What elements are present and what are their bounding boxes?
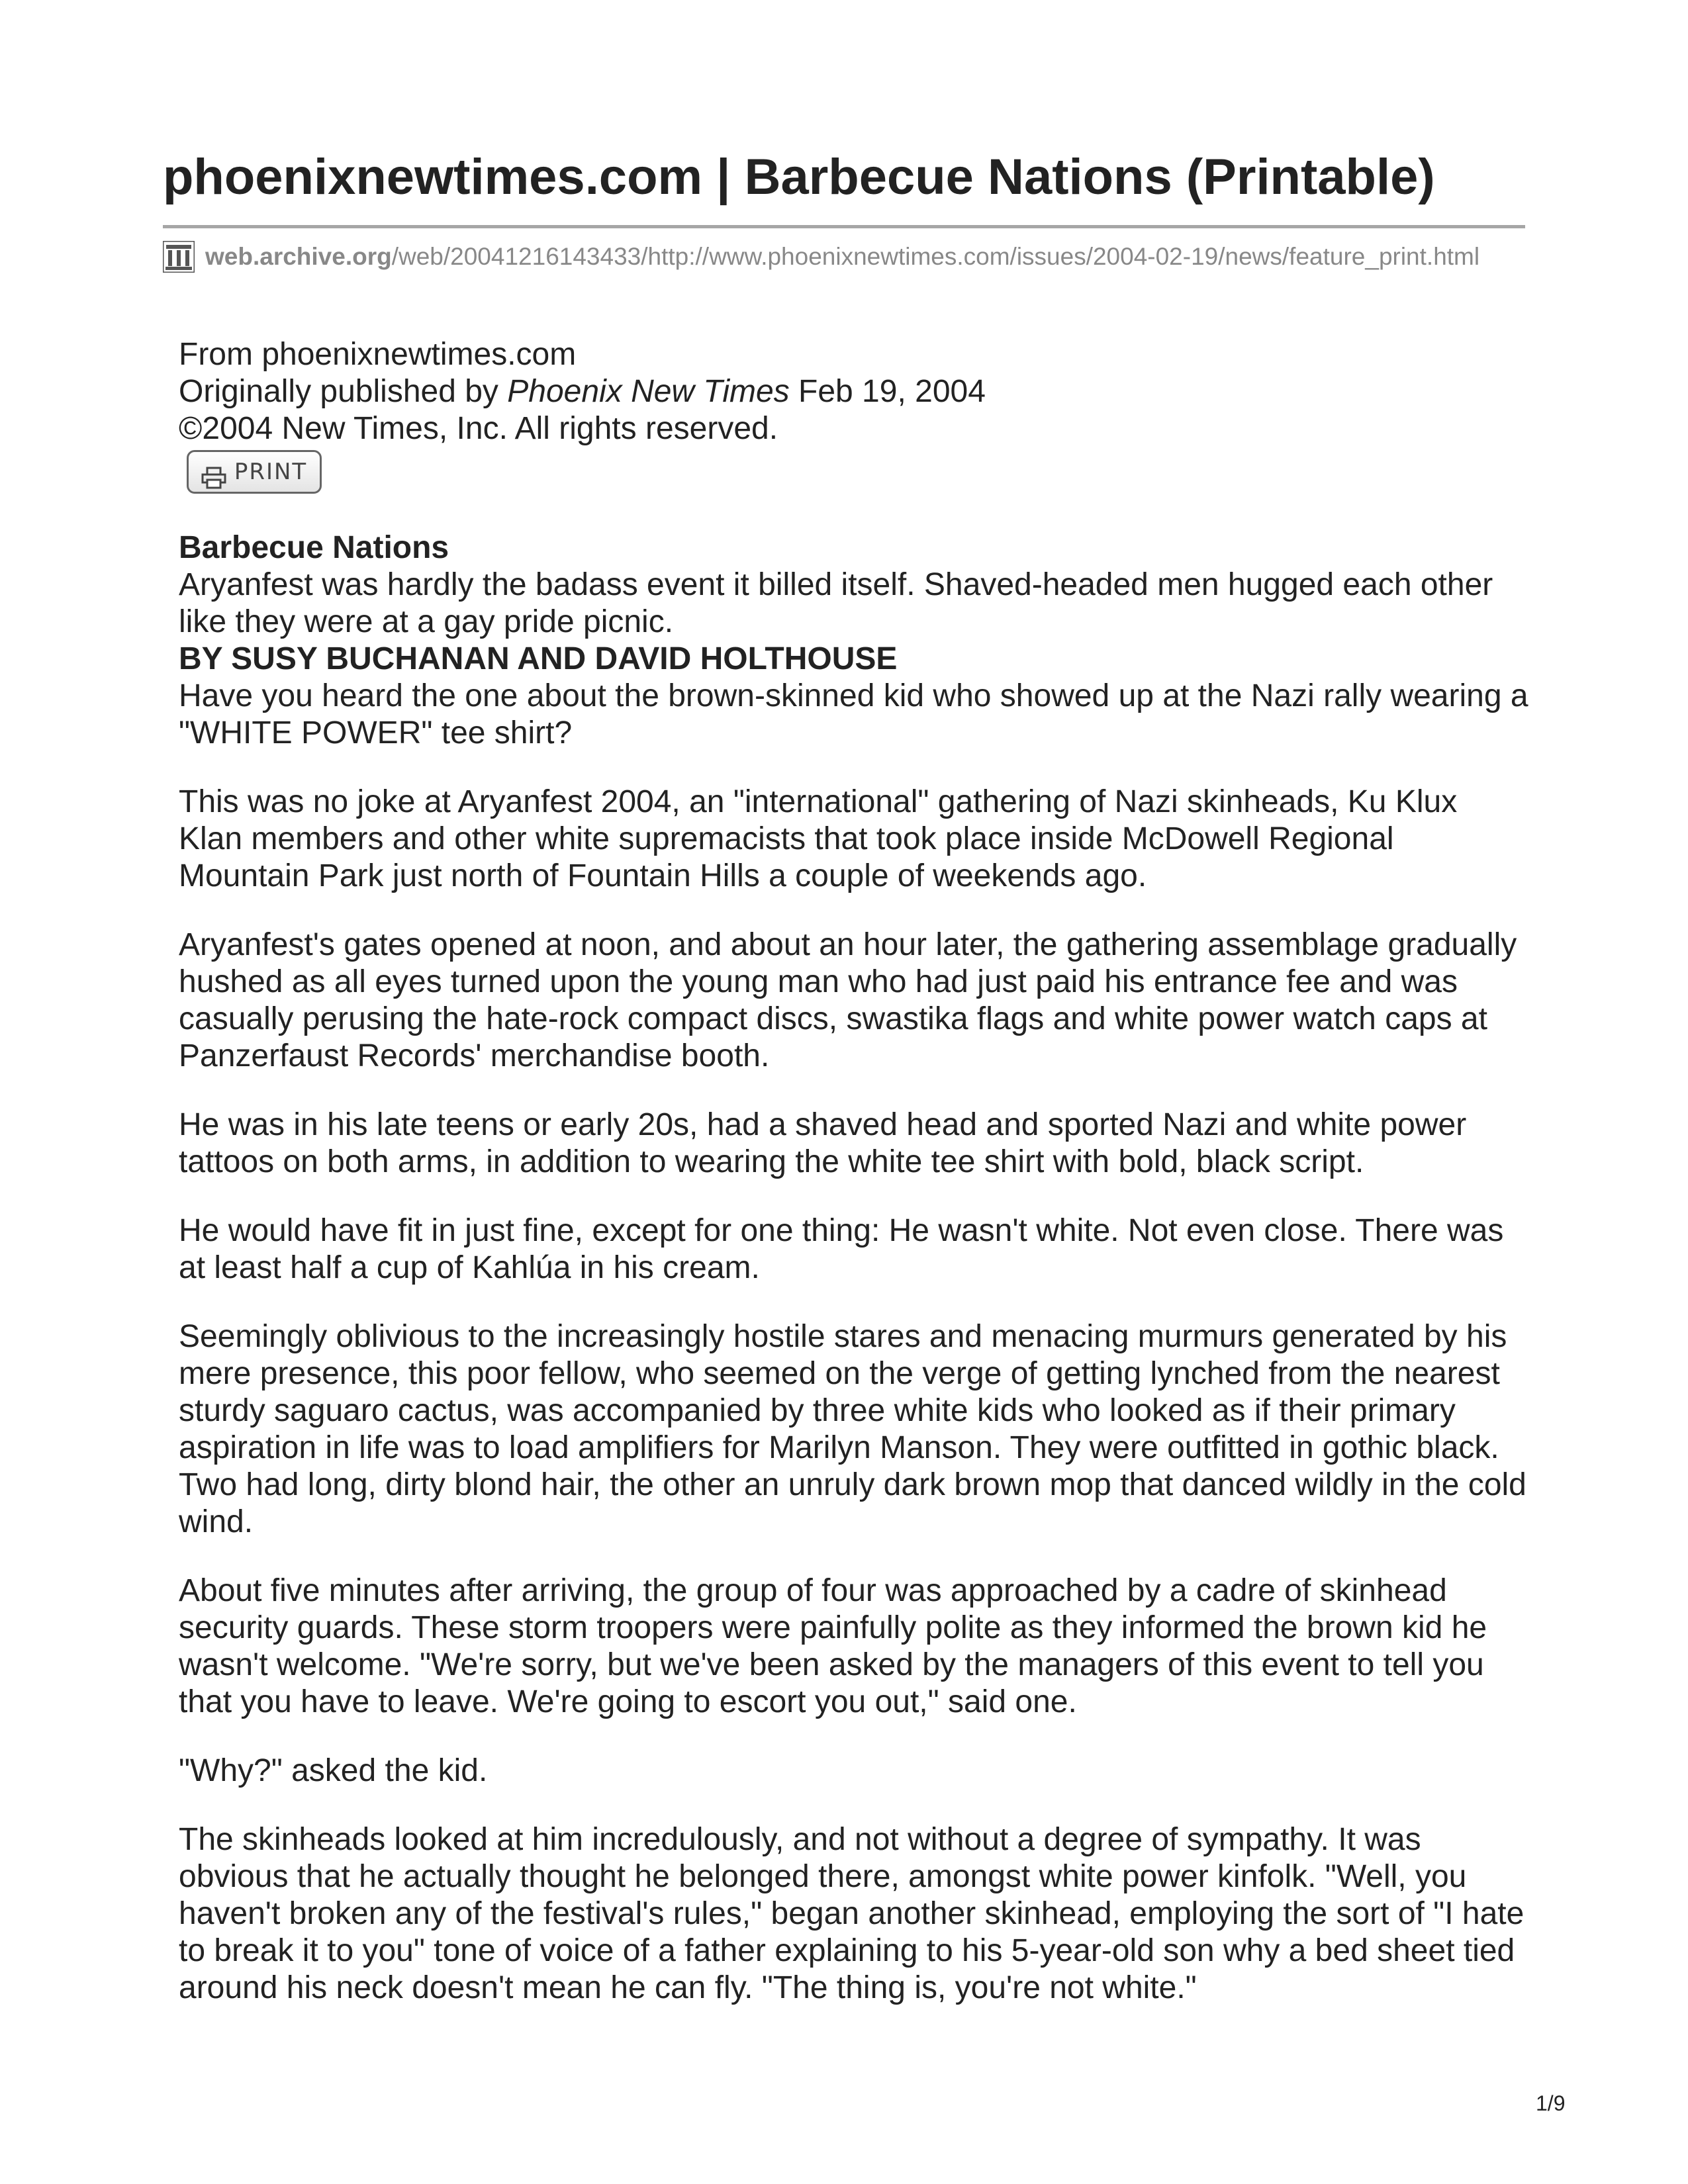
article-paragraph: Have you heard the one about the brown-skinned kid who showed up at the Nazi rally wearing a "WHITE POWER" tee shirt? [179,678,1528,751]
source-url-domain[interactable]: web.archive.org [205,243,392,270]
article-paragraph: Aryanfest's gates opened at noon, and about an hour later, the gathering assemblage gradually hushed as all eyes turned upon the young man who had just paid his entrance fee and was casually perusing the hate-rock compact discs, swastika flags and white power watch caps at Panzerfaust Records' merchandise booth. [179,927,1517,1073]
print-button-label: PRINT [234,459,308,485]
article-paragraph: He would have fit in just fine, except for one thing: He wasn't white. Not even close. There was at least half a cup of Kahlúa in his cream. [179,1213,1504,1285]
source-url[interactable] [205,243,1479,271]
source-url-row [163,238,1479,275]
published-prefix: Originally published by [179,374,508,409]
source-url-path[interactable]: /web/20041216143433/http://www.phoenixnewtimes.com/issues/2004-02-19/news/feature_print.html [391,243,1480,270]
article-paragraph: This was no joke at Aryanfest 2004, an "international" gathering of Nazi skinheads, Ku Klux Klan members and other white supremacists that took place inside McDowell Regional Mountain Park just north of Fountain Hills a couple of weekends ago. [179,784,1458,893]
from-line: From phoenixnewtimes.com [179,337,577,372]
page-title: phoenixnewtimes.com | Barbecue Nations (Printable) [163,149,1435,205]
article-paragraph: Seemingly oblivious to the increasingly hostile stares and menacing murmurs generated by his mere presence, this poor fellow, who seemed on the verge of getting lynched from the nearest sturdy saguaro cactus, was accompanied by three white kids who looked as if their primary aspiration in life was to load amplifiers for Marilyn Manson. They were outfitted in gothic black. Two had long, dirty blond hair, the other an unruly dark brown mop that danced wildly in the cold wind. [179,1319,1526,1539]
article-byline: BY SUSY BUCHANAN AND DAVID HOLTHOUSE [179,641,898,676]
published-date: Feb 19, 2004 [789,374,986,409]
article-deck: Aryanfest was hardly the badass event it billed itself. Shaved-headed men hugged each other like they were at a gay pride picnic. [179,567,1493,639]
article-paragraph: About five minutes after arriving, the group of four was approached by a cadre of skinhead security guards. These storm troopers were painfully polite as they informed the brown kid he wasn't welcome. "We're sorry, but we've been asked by the managers of this event to tell you that you have to leave. We're going to escort you out," said one. [179,1573,1487,1719]
article-paragraph: "Why?" asked the kid. [179,1753,488,1788]
article-paragraph: The skinheads looked at him incredulously, and not without a degree of sympathy. It was obvious that he actually thought he belonged there, amongst white power kinfolk. "Well, you haven't broken any of the festival's rules," began another skinhead, employing the sort of "I hate to break it to you" tone of voice of a father explaining to his 5-year-old son why a bed sheet tied around his neck doesn't mean he can fly. "The thing is, you're not white." [179,1822,1524,2005]
publication-name: Phoenix New Times [507,374,790,409]
article-paragraph: He was in his late teens or early 20s, had a shaved head and sported Nazi and white power tattoos on both arms, in addition to wearing the white tee shirt with bold, black script. [179,1107,1467,1179]
page-content [179,336,1529,2038]
published-line [179,373,1529,410]
article [179,529,1529,2007]
title-divider [163,225,1525,228]
printer-icon [201,461,226,483]
page-number: 1/9 [1536,2091,1566,2115]
copyright-line: ©2004 New Times, Inc. All rights reserved. [179,411,778,446]
article-title: Barbecue Nations [179,530,449,565]
print-button[interactable] [187,450,322,494]
archive-building-icon [163,241,195,273]
